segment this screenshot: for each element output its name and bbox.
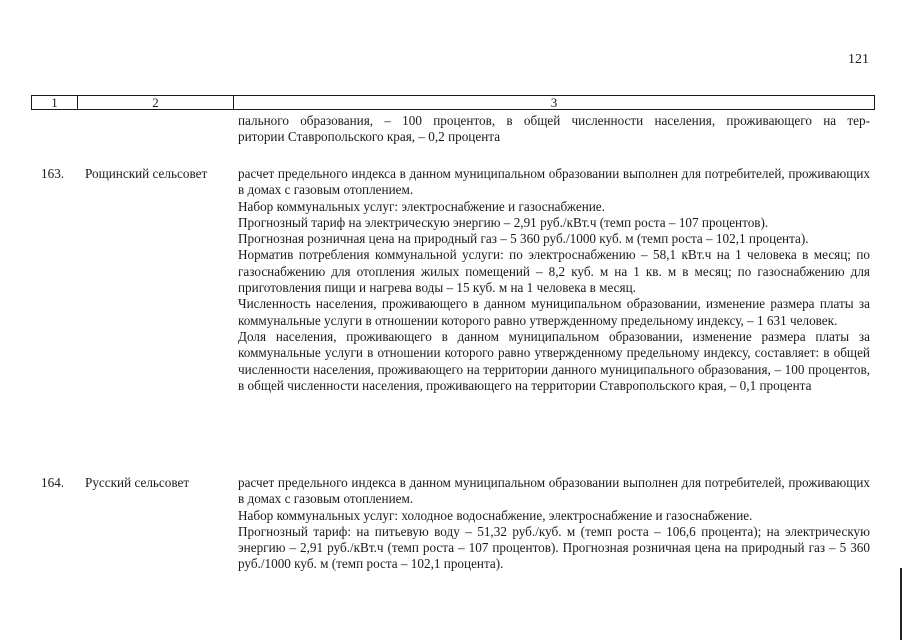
entry-paragraph: Норматив потребления коммунальной услуги: по электроснабжению – 58,1 кВт.ч на 1 человека в месяц; по газоснабжению для отопления жилых помещений – 8,2 куб. м на 1 кв. м в месяц; по газоснабжению для приготовления пищи и нагрева воды – 15 куб. м на 1 человека в месяц. <box>238 247 870 296</box>
entry-text <box>238 475 870 573</box>
scan-edge-line <box>900 568 902 640</box>
continuation-line: пального образования, – 100 процентов, в общей численности населения, проживающего на тер- <box>238 113 870 128</box>
entry-paragraph: Набор коммунальных услуг: холодное водоснабжение, электроснабжение и газоснабжение. <box>238 507 753 523</box>
header-col-1: 1 <box>32 96 78 109</box>
entry-number: 164. <box>41 475 65 490</box>
entry-paragraph: Прогнозная розничная цена на природный газ – 5 360 руб./1000 куб. м (темп роста – 102,1 процента). <box>238 231 809 247</box>
entry-name: Рощинский сельсовет <box>85 166 208 181</box>
entry-paragraph: Набор коммунальных услуг: электроснабжение и газоснабжение. <box>238 198 605 214</box>
header-col-3: 3 <box>550 95 558 110</box>
entry-paragraph: Прогнозный тариф: на питьевую воду – 51,32 руб./куб. м (темп роста – 106,6 процента); на электрическую энергию – 2,91 руб./кВт.ч (темп роста – 107 процентов). Прогнозная розничная цена на природный газ – 5 360 руб./1000 куб. м (темп роста – 102,1 процента). <box>238 523 870 572</box>
entry-paragraph: Прогнозный тариф на электрическую энергию – 2,91 руб./кВт.ч (темп роста – 107 процентов). <box>238 214 769 230</box>
header-col-2: 2 <box>78 96 234 109</box>
entry-paragraph: Доля населения, проживающего в данном муниципальном образовании, изменение размера платы за коммунальные услуги в отношении которого равно утвержденному предельному индексу, составляет: в общей численности населения, проживающего на территории данного муниципального образования, – 100 процентов, в общей численности населения, проживающего на территории Ставропольского края, – 0,1 процента <box>238 328 870 393</box>
page-number: 121 <box>848 52 869 67</box>
continuation-text <box>238 113 870 146</box>
entry-name: Русский сельсовет <box>85 475 190 490</box>
continuation-line: ритории Ставропольского края, – 0,2 процента <box>238 129 501 145</box>
entry-paragraph: расчет предельного индекса в данном муниципальном образовании выполнен для потребителей, проживающих в домах с газовым отоплением. <box>238 475 870 507</box>
entry-paragraph: расчет предельного индекса в данном муниципальном образовании выполнен для потребителей, проживающих в домах с газовым отоплением. <box>238 166 870 198</box>
entry-text <box>238 166 870 394</box>
entry-number: 163. <box>41 166 65 181</box>
entry-paragraph: Численность населения, проживающего в данном муниципальном образовании, изменение размера платы за коммунальные услуги в отношении которого равно утвержденному предельному индексу, – 1 631 человек. <box>238 296 870 328</box>
table-header-row <box>31 95 875 110</box>
